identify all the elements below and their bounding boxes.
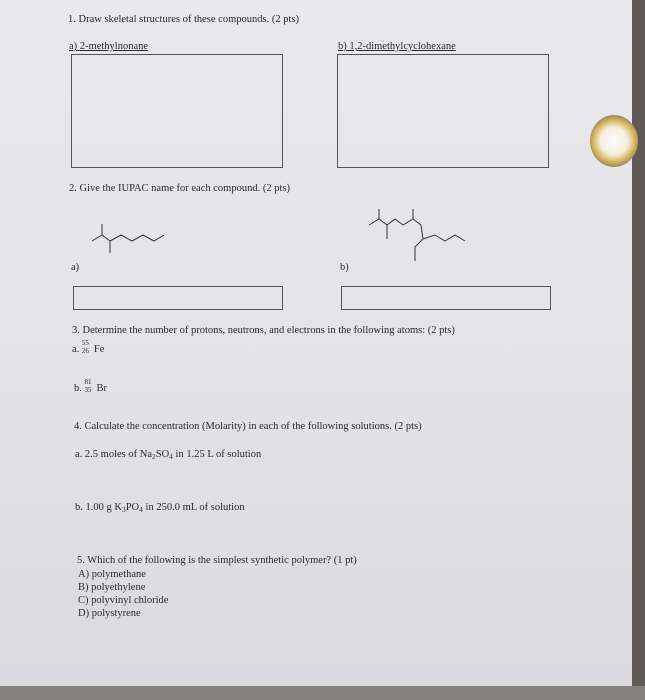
- q4-title: 4. Calculate the concentration (Molarity) in each of the following solutions. (2 pts): [74, 421, 422, 432]
- q3-a-item: [72, 341, 104, 357]
- q3-a-atomic-number: 26: [81, 347, 89, 355]
- q4-b-suffix: in 250.0 mL of solution: [142, 502, 245, 513]
- q1-title: 1. Draw skeletal structures of these compounds. (2 pts): [68, 14, 299, 25]
- q4-a-prefix: a. 2.5 moles of Na: [75, 449, 152, 460]
- q2-b-answer-field[interactable]: [341, 286, 551, 310]
- q3-title: 3. Determine the number of protons, neutrons, and electrons in the following atoms: (2 pts): [72, 325, 455, 336]
- q4-a-item: [75, 449, 261, 462]
- q5-option-b[interactable]: B) polyethylene: [78, 582, 146, 593]
- q1-b-label: b) 1,2-dimethylcyclohexane: [338, 41, 456, 52]
- q3-b-item: [74, 380, 107, 396]
- q3-b-mass-number: 81: [84, 378, 92, 386]
- q4-a-sub2: 4: [169, 452, 173, 461]
- q5-option-d[interactable]: D) polystyrene: [78, 608, 141, 619]
- q3-a-isotope-numbers: [82, 341, 94, 355]
- q4-b-mid: PO: [125, 502, 140, 513]
- q4-b-prefix: b. 1.00 g K: [75, 502, 122, 513]
- q4-b-sub1: 3: [121, 505, 126, 514]
- q4-b-sub2: 4: [139, 505, 143, 514]
- q2-b-label: b): [340, 262, 349, 273]
- q1-a-label: a) 2-methylnonane: [69, 41, 149, 52]
- table-edge-bottom: [0, 686, 645, 700]
- q5-title: 5. Which of the following is the simplest synthetic polymer? (1 pt): [77, 555, 357, 566]
- q4-a-mid: SO: [155, 449, 170, 460]
- q1-a-answer-box[interactable]: [71, 54, 283, 168]
- q4-a-sub1: 2: [151, 452, 156, 461]
- q3-b-atomic-number: 35: [84, 386, 92, 394]
- camera-flash-glare: [590, 115, 638, 167]
- q3-a-symbol: Fe: [93, 344, 105, 355]
- q5-option-c[interactable]: C) polyvinyl chloride: [78, 595, 169, 606]
- q3-b-symbol: Br: [96, 383, 107, 394]
- q2-a-structure: [88, 222, 168, 264]
- q2-a-answer-field[interactable]: [73, 286, 283, 310]
- q3-a-mass-number: 55: [81, 339, 89, 347]
- q4-b-item: [75, 502, 245, 515]
- table-edge-right: [632, 0, 645, 700]
- q1-b-answer-box[interactable]: [337, 54, 549, 168]
- q3-a-prefix: a.: [72, 344, 80, 355]
- q4-a-suffix: in 1.25 L of solution: [172, 449, 262, 460]
- q3-b-prefix: b.: [74, 383, 82, 394]
- q5-option-a[interactable]: A) polymethane: [78, 569, 146, 580]
- q2-b-structure: [365, 205, 473, 267]
- q2-title: 2. Give the IUPAC name for each compound. (2 pts): [69, 183, 290, 194]
- q2-a-label: a): [71, 262, 80, 273]
- q3-b-isotope-numbers: [85, 380, 97, 394]
